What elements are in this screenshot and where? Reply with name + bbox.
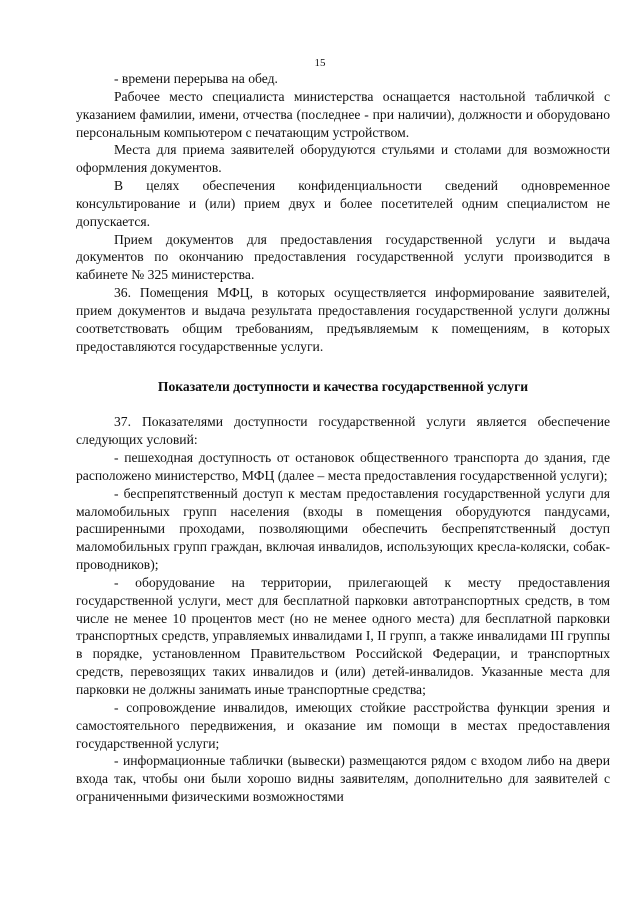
paragraph-escort: - сопровождение инвалидов, имеющих стойкие расстройства функции зрения и самостоятельного передвижения, и оказание им помощи в местах предоставления государственной услуги; [76,699,610,751]
paragraph-signage: - информационные таблички (вывески) размещаются рядом с входом либо на двери входа так, чтобы они были хорошо видны заявителям, дополнительно для заявителей с ограниченными физическими возможностями [76,753,610,805]
paragraph-office-room: Прием документов для предоставления государственной услуги и выдача документов по окончанию предоставления государственной услуги производится в кабинете № 325 министерства. [76,231,610,283]
paragraph-item-36: 36. Помещения МФЦ, в которых осуществляется информирование заявителей, прием документов и выдача результата предоставления государственной услуги должны соответствовать общим требованиям, предъявляемым к помещениям, в которых предоставляются государственные услуги. [76,285,610,354]
paragraph-seating: Места для приема заявителей оборудуются стульями и столами для возможности оформления документов. [76,142,610,176]
paragraph-confidentiality: В целях обеспечения конфиденциальности сведений одновременное консультирование и (или) прием двух и более посетителей одним специалистом не допускается. [76,178,610,229]
paragraph-item-37: 37. Показателями доступности государственной услуги является обеспечение следующих условий: [76,414,610,448]
section-heading: Показатели доступности и качества государственной услуги [157,378,529,394]
paragraph-parking: - оборудование на территории, прилегающей к месту предоставления государственной услуги, мест для бесплатной парковки автотранспортных средств, в том числе не менее 10 процентов мест (но не менее одного места) для бесплатной парковки транспортных средств, управляемых инвалидами I, II групп, а также инвалидами III группы в порядке, установленном Правительством Российской Федерации, и транспортных средств, перевозящих таких инвалидов и (или) детей-инвалидов. Указанные места для парковки не должны занимать иные транспортные средства; [76,574,610,697]
paragraph-lunch-break: - времени перерыва на обед. [114,71,278,86]
page-number: 15 [314,57,326,69]
paragraph-pedestrian-access: - пешеходная доступность от остановок общественного транспорта до здания, где расположено министерство, МФЦ (далее – места предоставления государственной услуги); [76,450,610,483]
document-body [76,70,610,806]
paragraph-workplace: Рабочее место специалиста министерства оснащается настольной табличкой с указанием фамилии, имени, отчества (последнее - при наличии), должности и оборудовано персональным компьютером с печатающим устройством. [76,88,610,140]
paragraph-unobstructed-access: - беспрепятственный доступ к местам предоставления государственной услуги для маломобильных групп населения (входы в помещения оборудуются пандусами, расширенными проходами, позволяющими обеспечить беспрепятственный доступ маломобильных групп граждан, включая инвалидов, использующих кресла-коляски, собак-проводников); [76,485,610,573]
